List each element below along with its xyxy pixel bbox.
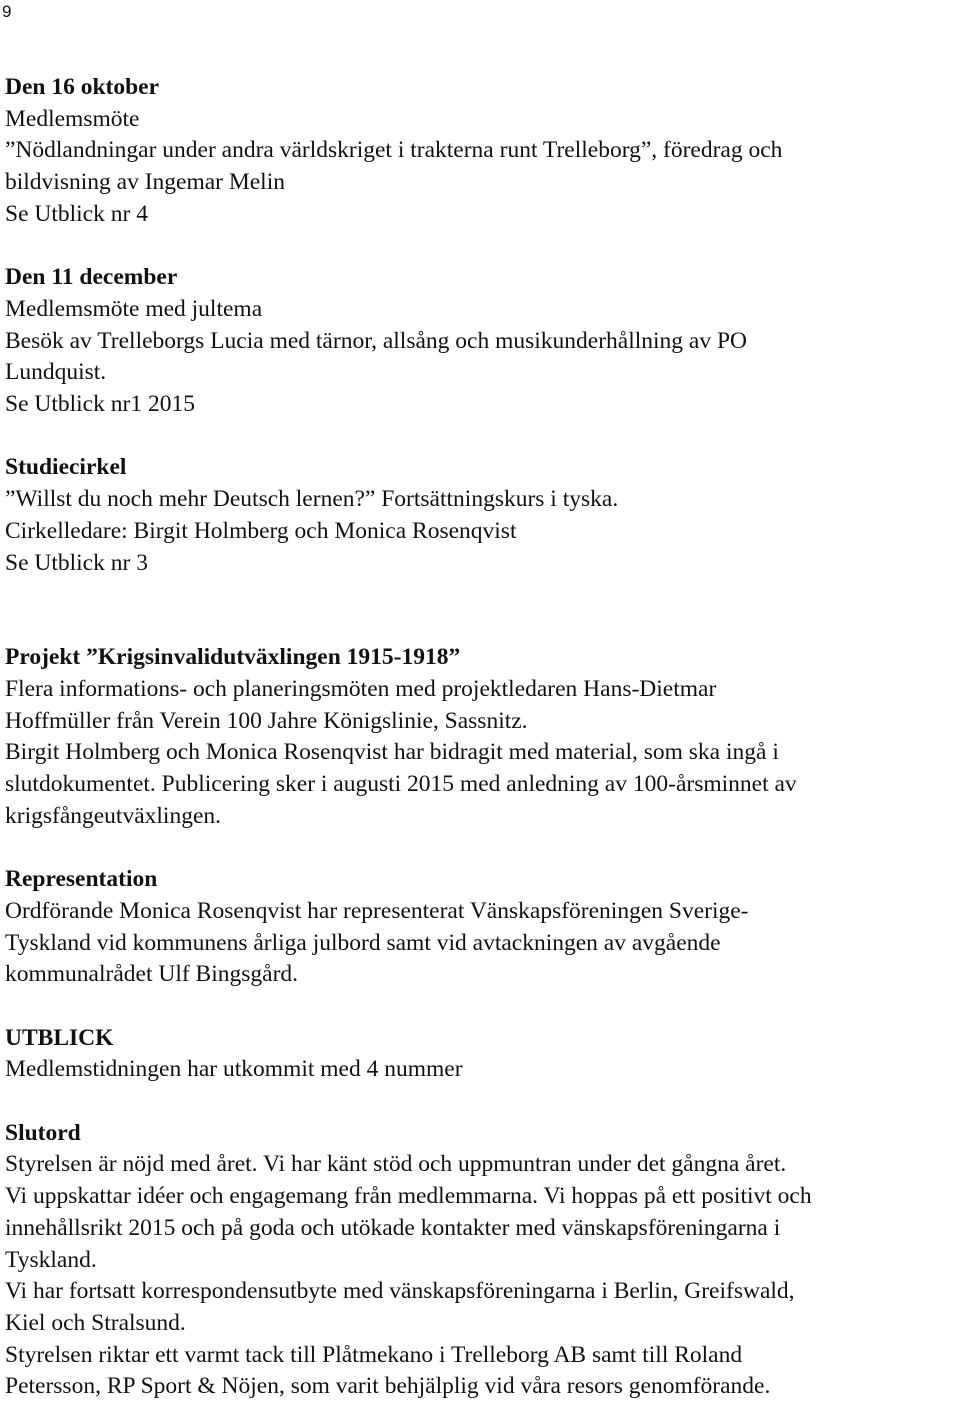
section-slutord	[5, 1118, 955, 1403]
section-line: Tyskland vid kommunens årliga julbord samt vid avtackningen av avgående	[5, 929, 721, 956]
section-heading: Projekt ”Krigsinvalidutväxlingen 1915-1918”	[5, 644, 461, 671]
section-heading: Studiecirkel	[5, 454, 127, 481]
section-projekt	[5, 642, 955, 832]
section-line: Kiel och Stralsund.	[5, 1309, 186, 1336]
section-representation	[5, 864, 955, 991]
event-date: Den 11 december	[5, 264, 178, 291]
section-line: Cirkelledare: Birgit Holmberg och Monica Rosenqvist	[5, 517, 517, 544]
section-line: krigsfångeutväxlingen.	[5, 802, 222, 829]
event-description-line: bildvisning av Ingemar Melin	[5, 169, 285, 196]
section-utblick	[5, 1023, 955, 1086]
event-date: Den 16 oktober	[5, 74, 160, 100]
section-line: Styrelsen är nöjd med året. Vi har känt stöd och uppmuntran under det gångna året.	[5, 1151, 787, 1178]
section-line: innehållsrikt 2015 och på goda och utökade kontakter med vänskapsföreningarna i	[5, 1214, 781, 1241]
section-line: ”Willst du noch mehr Deutsch lernen?” Fortsättningskurs i tyska.	[5, 486, 619, 513]
document-body	[5, 72, 955, 1403]
section-line: Se Utblick nr 3	[5, 549, 148, 576]
section-line: Tyskland.	[5, 1246, 97, 1273]
section-line: slutdokumentet. Publicering sker i augusti 2015 med anledning av 100-årsminnet av	[5, 771, 797, 798]
section-line: Ordförande Monica Rosenqvist har representerat Vänskapsföreningen Sverige-	[5, 897, 749, 924]
section-line: Petersson, RP Sport & Nöjen, som varit behjälplig vid våra resors genomförande.	[5, 1373, 771, 1400]
event-type: Medlemsmöte med jultema	[5, 295, 263, 322]
section-line: kommunalrådet Ulf Bingsgård.	[5, 961, 299, 988]
section-line: Vi uppskattar idéer och engagemang från medlemmarna. Vi hoppas på ett positivt och	[5, 1183, 812, 1210]
section-line: Vi har fortsatt korrespondensutbyte med vänskapsföreningarna i Berlin, Greifswald,	[5, 1278, 795, 1305]
section-line: Styrelsen riktar ett varmt tack till Plåtmekano i Trelleborg AB samt till Roland	[5, 1341, 743, 1368]
event-description-line: Lundquist.	[5, 359, 107, 386]
section-line: Medlemstidningen har utkommit med 4 nummer	[5, 1056, 463, 1083]
section-line: Birgit Holmberg och Monica Rosenqvist har bidragit med material, som ska ingå i	[5, 739, 779, 766]
section-studiecirkel	[5, 452, 955, 579]
section-line: Flera informations- och planeringsmöten med projektledaren Hans-Dietmar	[5, 675, 717, 702]
event-description-line: ”Nödlandningar under andra världskriget i trakterna runt Trelleborg”, föredrag och	[5, 137, 783, 164]
section-heading: Representation	[5, 866, 158, 893]
event-description-line: Besök av Trelleborgs Lucia med tärnor, allsång och musikunderhållning av PO	[5, 327, 748, 354]
section-line: Hoffmüller från Verein 100 Jahre Königslinie, Sassnitz.	[5, 707, 528, 734]
event-type: Medlemsmöte	[5, 105, 140, 132]
section-heading: UTBLICK	[5, 1024, 114, 1051]
event-reference: Se Utblick nr 4	[5, 200, 148, 227]
event-december	[5, 262, 955, 421]
page-number: 9	[2, 2, 12, 21]
event-reference: Se Utblick nr1 2015	[5, 391, 195, 418]
section-heading: Slutord	[5, 1119, 81, 1146]
event-oktober	[5, 72, 955, 231]
